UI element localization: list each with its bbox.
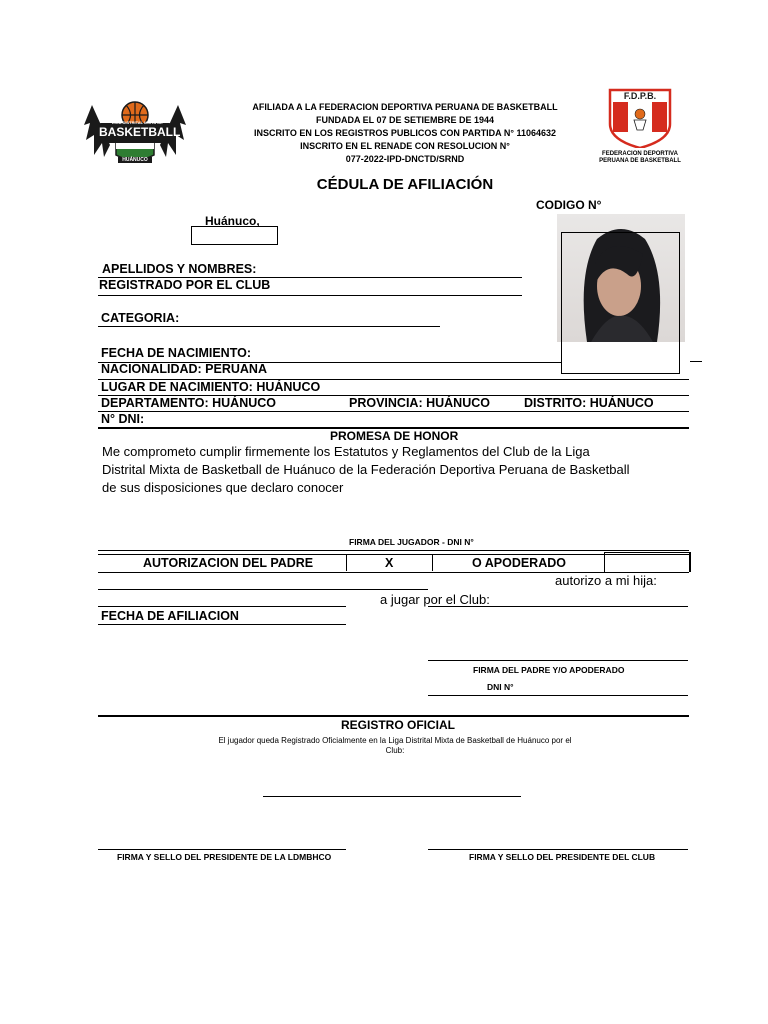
apellidos-label: APELLIDOS Y NOMBRES: — [102, 262, 257, 276]
firma-jugador-line — [98, 550, 689, 551]
photo-dash — [690, 361, 702, 362]
header-line-3: INSCRITO EN LOS REGISTROS PUBLICOS CON PARTIDA N° 11064632 — [254, 128, 556, 138]
registrado-label: REGISTRADO POR EL CLUB — [99, 278, 271, 292]
autorizacion-box[interactable] — [604, 552, 691, 572]
autorizacion-divider-2 — [432, 554, 433, 571]
promesa-title: PROMESA DE HONOR — [330, 429, 459, 443]
firma-padre-label: FIRMA DEL PADRE Y/O APODERADO — [473, 665, 625, 675]
firma-padre-line — [428, 660, 688, 661]
categoria-label: CATEGORIA: — [101, 311, 180, 325]
nacionalidad-label: NACIONALIDAD: PERUANA — [101, 362, 267, 376]
firma-liga-line — [98, 849, 346, 850]
league-logo-main-text: BASKETBALL — [99, 125, 181, 139]
fecha-afiliacion-line — [98, 624, 346, 625]
city-label: Huánuco, — [205, 214, 260, 228]
registrado-line — [98, 295, 522, 296]
promesa-line-1: Me comprometo cumplir firmemente los Estatutos y Reglamentos del Club de la Liga — [102, 444, 590, 459]
registro-title: REGISTRO OFICIAL — [341, 718, 455, 732]
autorizacion-apoderado-label: O APODERADO — [472, 556, 566, 570]
categoria-line — [98, 326, 440, 327]
jugar-text: a jugar por el Club: — [380, 592, 490, 607]
header-line-4: INSCRITO EN EL RENADE CON RESOLUCION N° — [300, 141, 510, 151]
federation-caption-1: FEDERACION DEPORTIVA — [602, 151, 678, 157]
fecha-afiliacion-top-line — [98, 606, 346, 607]
autorizo-text: autorizo a mi hija: — [555, 573, 657, 588]
registro-top-line — [98, 715, 689, 717]
jugar-line — [428, 606, 688, 607]
fecha-nacimiento-label: FECHA DE NACIMIENTO: — [101, 346, 251, 360]
photo-frame — [561, 232, 680, 374]
codigo-label: CODIGO N° — [536, 198, 602, 212]
registro-text-2: Club: — [385, 746, 405, 755]
promesa-line-3: de sus disposiciones que declaro conocer — [102, 480, 344, 495]
distrito-label: DISTRITO: HUÁNUCO — [524, 396, 654, 410]
autorizacion-x-label: X — [385, 556, 394, 570]
dni-label: N° DNI: — [101, 412, 145, 426]
page-title: CÉDULA DE AFILIACIÓN — [316, 176, 494, 193]
registro-text-1: El jugador queda Registrado Oficialmente en la Liga Distrital Mixta de Basketball de Huánuco por el — [218, 736, 572, 745]
dni-padre-line — [428, 695, 688, 696]
firma-liga-label: FIRMA Y SELLO DEL PRESIDENTE DE LA LDMBHCO — [117, 852, 332, 862]
departamento-label: DEPARTAMENTO: HUÁNUCO — [101, 396, 276, 410]
promesa-line-2: Distrital Mixta de Basketball de Huánuco de la Federación Deportiva Peruana de Basketball — [102, 462, 630, 477]
firma-club-label: FIRMA Y SELLO DEL PRESIDENTE DEL CLUB — [469, 852, 656, 862]
dni-padre-label: DNI N° — [487, 682, 514, 692]
date-field[interactable] — [191, 226, 278, 245]
autorizacion-divider-1 — [346, 554, 347, 571]
league-logo-bottom-text: HUÁNUCO — [122, 157, 148, 163]
lugar-nacimiento-label: LUGAR DE NACIMIENTO: HUÁNUCO — [101, 380, 321, 394]
league-logo-top-text: LIGA DISTRITAL MIXTA DE — [112, 120, 163, 125]
league-logo — [82, 95, 188, 167]
federation-logo — [594, 88, 686, 168]
firma-jugador-label: FIRMA DEL JUGADOR - DNI N° — [349, 537, 474, 547]
federation-caption-2: PERUANA DE BASKETBALL — [599, 158, 681, 164]
firma-club-line — [428, 849, 688, 850]
header-line-5: 077-2022-IPD-DNCTD/SRND — [345, 154, 465, 164]
provincia-label: PROVINCIA: HUÁNUCO — [349, 396, 490, 410]
departamento-line — [98, 411, 689, 412]
header-text-block — [240, 101, 570, 166]
autorizacion-padre-label: AUTORIZACION DEL PADRE — [143, 556, 314, 570]
autorizo-line — [98, 589, 428, 590]
header-line-1: AFILIADA A LA FEDERACION DEPORTIVA PERUANA DE BASKETBALL — [252, 102, 558, 112]
registro-club-line — [263, 796, 521, 797]
fecha-afiliacion-label: FECHA DE AFILIACION — [101, 609, 239, 623]
header-line-2: FUNDADA EL 07 DE SETIEMBRE DE 1944 — [315, 115, 495, 125]
federation-initials: F.D.P.B. — [623, 91, 657, 101]
